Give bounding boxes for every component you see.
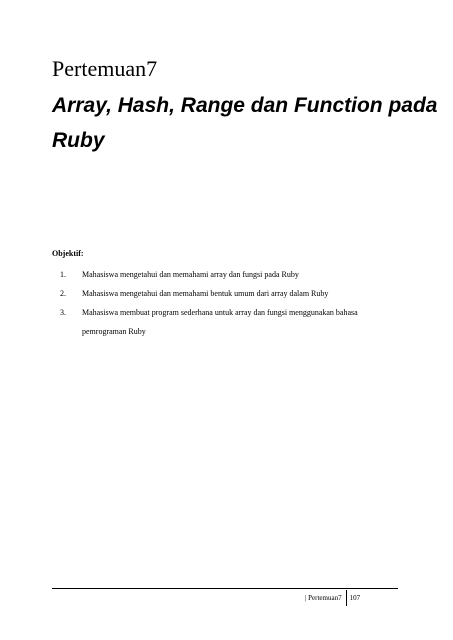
page-footer: [305, 590, 360, 606]
list-item-continuation: [52, 322, 412, 341]
list-item: [52, 284, 412, 303]
objectives-heading: Objektif:: [52, 249, 84, 258]
list-item: [52, 303, 412, 322]
page-number: 107: [349, 594, 361, 602]
footer-rule: [52, 588, 398, 589]
list-item-text-continuation: pemrograman Ruby: [82, 327, 146, 336]
list-item-text: Mahasiswa mengetahui dan memahami array dan fungsi pada Ruby: [82, 270, 299, 279]
page-title: Pertemuan7: [52, 56, 158, 81]
footer-label: | Pertemuan7: [305, 594, 342, 602]
list-item-number: 2.: [60, 289, 66, 298]
list-item-number: 3.: [60, 308, 66, 317]
chapter-subtitle: [52, 88, 438, 158]
objectives-section: [52, 249, 412, 341]
list-item: [52, 265, 412, 284]
subtitle-line-1: Array, Hash, Range dan Function pada: [52, 94, 438, 117]
subtitle-line-2: Ruby: [52, 129, 105, 152]
list-item-text: Mahasiswa mengetahui dan memahami bentuk umum dari array dalam Ruby: [82, 289, 329, 298]
list-item-number: 1.: [60, 270, 66, 279]
list-item-number-spacer: [52, 322, 82, 341]
objectives-list: [52, 265, 412, 341]
list-item-text: Mahasiswa membuat program sederhana untuk array dan fungsi menggunakan bahasa: [82, 308, 358, 317]
